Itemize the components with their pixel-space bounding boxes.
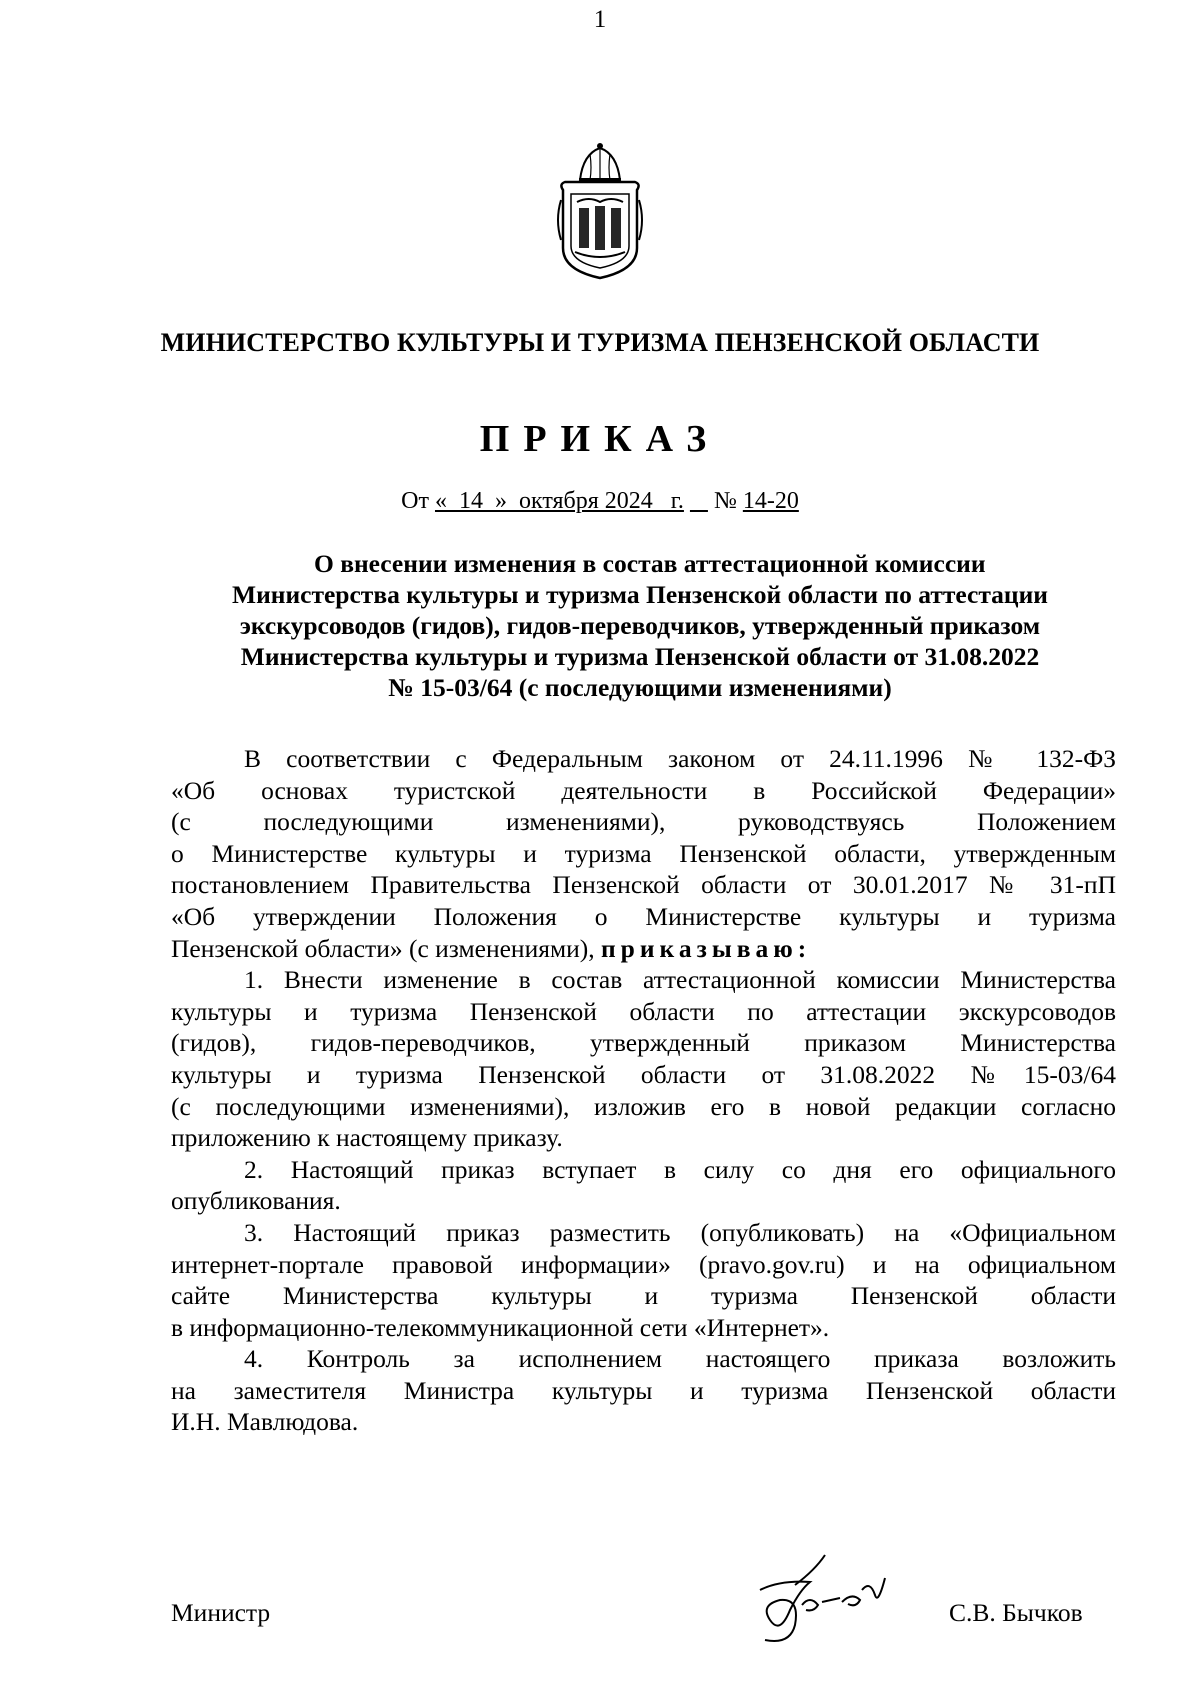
body-line: 2. Настоящий приказ вступает в силу со дня его официального (244, 1154, 1116, 1184)
body-line: «Об утверждении Положения о Министерстве культуры и туризма (171, 901, 1116, 931)
signer-name: С.В. Бычков (949, 1598, 1083, 1627)
body-line: интернет-портале правовой информации» (pravo.gov.ru) и на официальном (171, 1249, 1116, 1279)
order-word: приказываю: (600, 933, 812, 963)
signer-title: Министр (171, 1598, 271, 1627)
body-line: 4. Контроль за исполнением настоящего приказа возложить (244, 1344, 1116, 1374)
body-line: культуры и туризма Пензенской области от 31.08.2022 №15-03/64 (171, 1059, 1116, 1089)
order-number: 14-20 (742, 488, 799, 514)
subject-line: О внесении изменения в состав аттестационной комиссии (314, 549, 986, 578)
body-line: в информационно-телекоммуникационной сети «Интернет». (171, 1312, 830, 1342)
body-line: опубликования. (171, 1186, 341, 1216)
body-line: культуры и туризма Пензенской области по аттестации экскурсоводов (171, 996, 1116, 1026)
body-line: приложению к настоящему приказу. (171, 1123, 563, 1153)
order-number-label: № (713, 488, 737, 514)
coat-of-arms-icon (555, 140, 645, 280)
body-line: И.Н. Мавлюдова. (171, 1407, 359, 1437)
subject-line: экскурсоводов (гидов), гидов-переводчиков, утвержденный приказом (239, 611, 1041, 640)
order-date-line (0, 488, 1200, 515)
order-date: « 14 » октября 2024 г. (434, 488, 684, 514)
date-prefix: От (401, 488, 429, 514)
subject-line: № 15-03/64 (с последующими изменениями) (388, 673, 892, 702)
body-line: о Министерстве культуры и туризма Пензенской области, утвержденным (171, 838, 1116, 868)
body-line: на заместителя Министра культуры и туризма Пензенской области (171, 1375, 1116, 1405)
body-line: (с последующими изменениями), изложив его в новой редакции согласно (171, 1091, 1116, 1121)
page-number: 1 (593, 6, 607, 33)
subject-line: Министерства культуры и туризма Пензенской области от 31.08.2022 (240, 642, 1040, 671)
subject-line: Министерства культуры и туризма Пензенской области по аттестации (232, 580, 1048, 609)
document-type-title: ПРИКАЗ (479, 418, 721, 460)
body-line: (гидов), гидов-переводчиков, утвержденный приказом Министерства (171, 1028, 1116, 1058)
body-line: 3. Настоящий приказ разместить (опубликовать) на «Официальном (244, 1217, 1116, 1247)
body-line: В соответствии с Федеральным законом от 24.11.1996 № 132-ФЗ (244, 744, 1116, 773)
body-line: Пензенской области» (с изменениями), приказываю: (171, 933, 812, 963)
order-subject (190, 548, 1090, 703)
order-body (171, 743, 1116, 1438)
body-line: (с последующими изменениями), руководствуясь Положением (171, 807, 1116, 837)
body-line: 1. Внести изменение в состав аттестационной комиссии Министерства (244, 965, 1116, 995)
ministry-name: МИНИСТЕРСТВО КУЛЬТУРЫ И ТУРИЗМА ПЕНЗЕНСКОЙ ОБЛАСТИ (160, 328, 1040, 357)
body-line: сайте Министерства культуры и туризма Пензенской области (171, 1281, 1116, 1311)
handwritten-signature-icon (740, 1550, 920, 1650)
body-line: постановлением Правительства Пензенской области от 30.01.2017 № 31-пП (171, 870, 1116, 900)
body-line: «Об основах туристской деятельности в Российской Федерации» (171, 775, 1116, 805)
